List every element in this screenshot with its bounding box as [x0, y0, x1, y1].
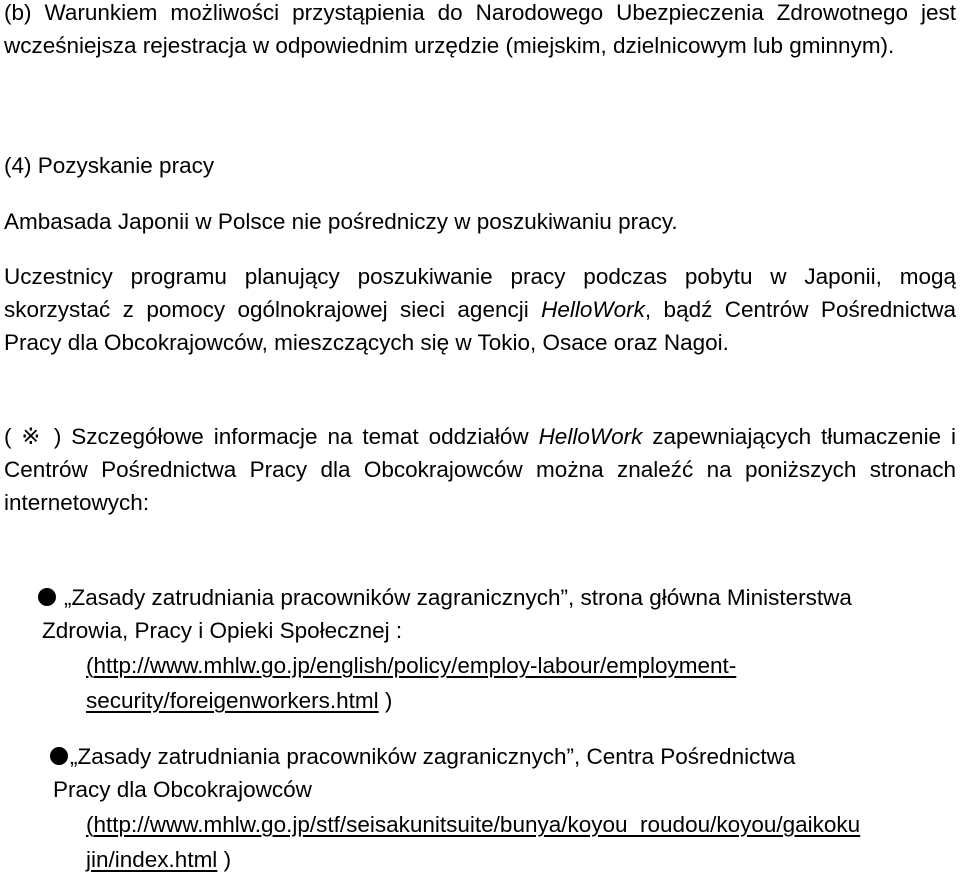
note-paragraph — [4, 420, 956, 519]
link-entry-2-subtitle-text: Pracy dla Obcokrajowców — [53, 777, 312, 802]
paragraph-b-text: (b) Warunkiem możliwości przystąpienia do Narodowego Ubezpieczenia Zdrowotnego jest wcześniejsza rejestracja w odpowiednim urzędzie (miejskim, dzielnicowym lub gminnym). — [4, 0, 956, 58]
link-entry-2-url-line-2 — [0, 843, 960, 876]
hellowork-name-note: HelloWork — [538, 424, 643, 449]
section-heading-text: (4) Pozyskanie pracy — [4, 153, 215, 178]
link-entry-2-title-text: „Zasady zatrudniania pracowników zagranicznych”, Centra Pośrednictwa — [70, 744, 796, 769]
foreigners-centre-link-url-cont[interactable]: jin/index.html — [86, 847, 218, 872]
embassy-note — [4, 205, 956, 238]
link-entry-2-subtitle — [0, 773, 960, 806]
link-entry-2-url-line-1 — [0, 808, 960, 841]
bullet-icon — [50, 747, 68, 765]
section-heading — [4, 149, 956, 182]
link-entry-2 — [0, 740, 960, 876]
link-1-open-paren: ( — [86, 653, 94, 678]
link-entry-1-subtitle — [0, 614, 960, 647]
link-entry-1-url-line-2 — [0, 684, 960, 717]
link-1-close-paren: ) — [378, 688, 393, 713]
link-2-close-paren: ) — [217, 847, 232, 872]
hellowork-name: HelloWork — [541, 297, 645, 322]
link-entry-1-title-text: „Zasady zatrudniania pracowników zagranicznych”, strona główna Ministerstwa — [64, 585, 852, 610]
embassy-note-text: Ambasada Japonii w Polsce nie pośredniczy w poszukiwaniu pracy. — [4, 209, 678, 234]
participants-text-start: Uczestnicy programu planujący poszukiwanie pracy podczas pobytu w Japonii, mogą skorzystać z pomocy ogólnokrajowej sieci agencji — [4, 264, 956, 322]
link-entry-1 — [0, 581, 960, 717]
link-entry-2-title — [0, 740, 960, 773]
note-text-start: ( ※ ) Szczegółowe informacje na temat oddziałów — [4, 424, 539, 449]
participants-paragraph — [4, 260, 956, 359]
link-entry-1-title — [0, 581, 960, 614]
participants-text-end: , bądź Centrów Pośrednictwa Pracy dla Obcokrajowców, mieszczących się w Tokio, Osace oraz Nagoi. — [4, 297, 956, 355]
link-2-open-paren: ( — [86, 812, 94, 837]
bullet-icon — [38, 588, 56, 606]
foreigners-centre-link-url[interactable]: http://www.mhlw.go.jp/stf/seisakunitsuite/bunya/koyou_roudou/koyou/gaikoku — [93, 812, 861, 837]
link-entry-1-url-line-1 — [0, 649, 960, 682]
ministry-link-url[interactable]: http://www.mhlw.go.jp/english/policy/employ-labour/employment- — [93, 653, 737, 678]
note-text-end: zapewniających tłumaczenie i Centrów Pośrednictwa Pracy dla Obcokrajowców można znaleźć na poniższych stronach internetowych: — [4, 424, 956, 515]
paragraph-b — [4, 0, 956, 62]
link-entry-1-subtitle-text: Zdrowia, Pracy i Opieki Społecznej : — [42, 618, 403, 643]
ministry-link-url-cont[interactable]: security/foreigenworkers.html — [86, 688, 379, 713]
